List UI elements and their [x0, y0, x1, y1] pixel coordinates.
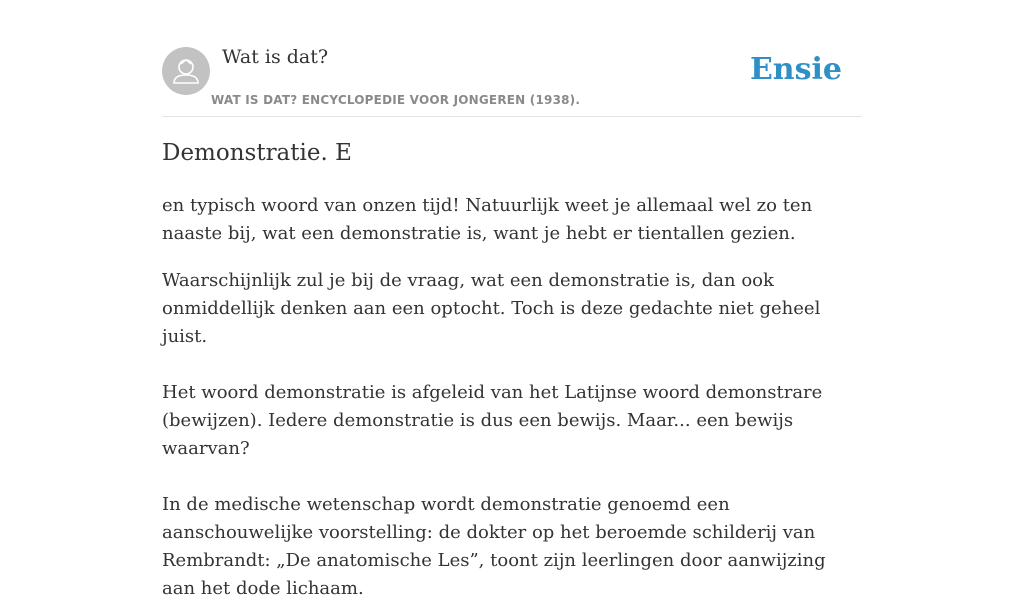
source-header — [162, 0, 862, 117]
article-page — [162, 0, 862, 599]
paragraph: Waarschijnlijk zul je bij de vraag, wat een demonstratie is, dan ook onmiddellijk denken aan een optocht. Toch is deze gedachte niet geheel juist. — [162, 270, 821, 347]
article-body — [162, 192, 862, 603]
source-title[interactable]: Wat is dat? — [222, 46, 329, 68]
source-subtitle: WAT IS DAT? ENCYCLOPEDIE VOOR JONGEREN (1938). — [211, 93, 581, 107]
paragraph: en typisch woord van onzen tijd! Natuurlijk weet je allemaal wel zo ten naaste bij, wat een demonstratie is, want je hebt er tientallen gezien. — [162, 195, 813, 244]
user-icon — [162, 47, 210, 95]
paragraph: In de medische wetenschap wordt demonstratie genoemd een aanschouwelijke voorstelling: de dokter op het beroemde schilderij van Rembrandt: „De anatomische Les”, toont zijn leerlingen door aanwijzing aan het dode lichaam. — [162, 494, 826, 599]
paragraph: Het woord demonstratie is afgeleid van het Latijnse woord demonstrare (bewijzen). Iedere demonstratie is dus een bewijs. Maar... een bewijs waarvan? — [162, 382, 823, 459]
brand-logo[interactable]: Ensie — [749, 52, 842, 87]
article-title: Demonstratie. E — [162, 140, 352, 166]
avatar[interactable] — [162, 47, 210, 95]
